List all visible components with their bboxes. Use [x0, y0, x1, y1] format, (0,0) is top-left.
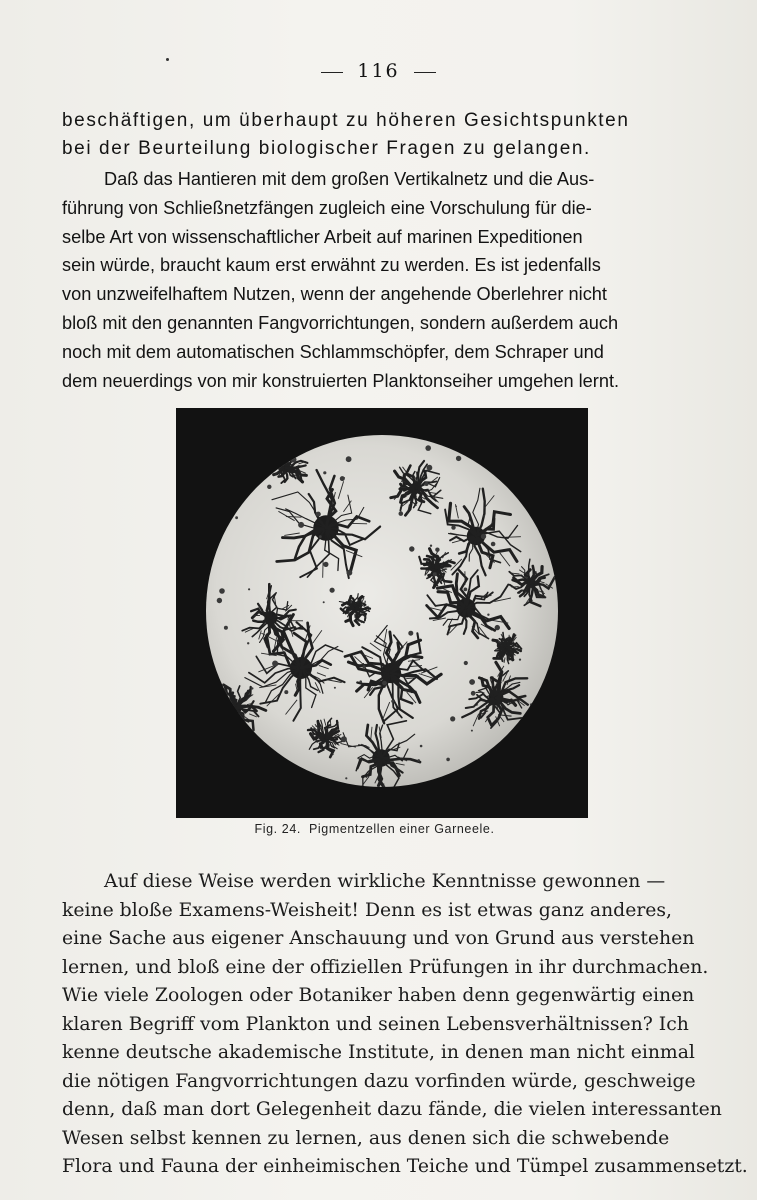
text-line: selbe Art von wissenschaftlicher Arbeit auf marinen Expeditionen — [62, 226, 583, 247]
pigment-speck — [456, 456, 461, 461]
pigment-speck — [519, 659, 521, 661]
text-line: beschäftigen, um überhaupt zu höheren Gesichtspunkten — [62, 110, 630, 131]
figure-24-micrograph — [176, 408, 588, 818]
pigment-speck — [471, 691, 476, 696]
pigment-speck — [391, 700, 394, 703]
text-line: bei der Beurteilung biologischer Fragen zu gelangen. — [62, 138, 591, 159]
pigment-speck — [346, 456, 352, 462]
pigment-speck — [341, 736, 347, 742]
pigment-speck — [495, 625, 500, 630]
text-line: bloß mit den genannten Fangvorrichtungen, sondern außerdem auch — [62, 312, 619, 333]
text-line: die nötigen Fangvorrichtungen dazu vorfinden würde, geschweige — [62, 1070, 696, 1092]
pigment-speck — [319, 535, 322, 538]
pigment-speck — [382, 681, 387, 686]
pigment-speck — [284, 690, 288, 694]
pigment-speck — [217, 598, 222, 603]
pigment-speck — [399, 511, 404, 516]
dash-left — [321, 72, 343, 73]
pigment-speck — [417, 759, 420, 762]
pigment-speck — [464, 661, 468, 665]
paragraph-1 — [62, 107, 708, 163]
text-line: Wie viele Zoologen oder Botaniker haben denn gegenwärtig einen — [62, 985, 695, 1006]
pigment-speck — [450, 716, 455, 721]
pigment-speck — [335, 648, 337, 650]
figure-caption — [0, 822, 757, 836]
text-line: klaren Begriff vom Plankton und seinen Lebensverhältnissen? Ich — [62, 1013, 689, 1035]
pigment-speck — [323, 471, 326, 474]
pigment-speck — [323, 562, 328, 567]
text-line: führung von Schließnetzfängen zugleich eine Vorschulung für die- — [62, 197, 592, 218]
pigment-speck — [433, 572, 437, 576]
pigment-speck — [483, 515, 485, 517]
pigment-speck — [435, 548, 439, 552]
pigment-speck — [330, 588, 335, 593]
figure-caption-text: Pigmentzellen einer Garneele. — [308, 822, 495, 836]
dash-right — [414, 72, 436, 73]
pigment-speck — [420, 745, 423, 748]
pigment-speck — [359, 680, 362, 683]
pigment-speck — [464, 588, 468, 592]
pigment-speck — [323, 601, 325, 603]
figure-number: Fig. 24. — [254, 822, 301, 836]
text-line: Daß das Hantieren mit dem großen Vertikalnetz und die Aus- — [104, 169, 595, 189]
pigment-speck — [235, 516, 238, 519]
text-line: dem neuerdings von mir konstruierten Planktonseiher umgehen lernt. — [62, 370, 620, 391]
pigment-speck — [409, 546, 414, 551]
pigment-speck — [469, 679, 475, 685]
text-line: Auf diese Weise werden wirkliche Kenntnisse gewonnen — — [104, 871, 666, 892]
pigment-speck — [455, 506, 457, 508]
pigment-speck — [481, 534, 486, 539]
pigment-speck — [350, 601, 352, 603]
pigment-speck — [251, 687, 253, 689]
text-line: lernen, und bloß eine der offiziellen Prüfungen in ihr durchmachen. — [62, 956, 709, 978]
pigment-speck — [345, 777, 347, 779]
pigment-speck — [298, 522, 304, 528]
text-line: eine Sache aus eigener Anschauung und von Grund aus verstehen — [62, 928, 695, 949]
pigment-speck — [425, 482, 429, 486]
pigment-speck — [272, 661, 278, 667]
pigment-speck — [487, 614, 489, 616]
text-line: sein würde, braucht kaum erst erwähnt zu werden. Es ist jedenfalls — [62, 255, 601, 276]
text-line: Flora und Fauna der einheimischen Teiche und Tümpel zusammensetzt. — [62, 1156, 748, 1177]
pigment-speck — [316, 512, 321, 517]
pigment-speck — [334, 687, 336, 689]
pigment-speck — [247, 642, 249, 644]
pigment-speck — [267, 485, 271, 489]
text-line: Wesen selbst kennen zu lernen, aus denen sich die schwebende — [62, 1127, 670, 1149]
pigment-speck — [430, 545, 432, 547]
pigment-speck — [224, 626, 228, 630]
paragraph-2 — [62, 165, 708, 395]
pigment-speck — [347, 570, 353, 576]
pigment-speck — [362, 665, 365, 668]
page-number — [0, 60, 757, 82]
micrograph-image — [176, 408, 588, 818]
pigment-speck — [427, 465, 433, 471]
pigment-speck — [340, 476, 345, 481]
page-number-value: 116 — [357, 60, 400, 82]
text-line: keine bloße Examens-Weisheit! Denn es ist etwas ganz anderes, — [62, 899, 673, 921]
pigment-speck — [219, 588, 225, 594]
pigment-speck — [491, 542, 496, 547]
pigment-speck — [498, 641, 500, 643]
pigment-speck — [446, 758, 450, 762]
text-line: denn, daß man dort Gelegenheit dazu fände, die vielen interessanten — [62, 1099, 722, 1120]
pigment-speck — [248, 588, 250, 590]
pigment-speck — [425, 445, 431, 451]
text-line: noch mit dem automatischen Schlammschöpfer, dem Schraper und — [62, 341, 604, 362]
pigment-speck — [451, 525, 455, 529]
pigment-speck — [471, 730, 473, 732]
text-line: kenne deutsche akademische Institute, in denen man nicht einmal — [62, 1042, 695, 1063]
text-line: von unzweifelhaftem Nutzen, wenn der angehende Oberlehrer nicht — [62, 284, 607, 305]
paragraph-3 — [62, 868, 748, 1182]
pigment-speck — [408, 631, 413, 636]
